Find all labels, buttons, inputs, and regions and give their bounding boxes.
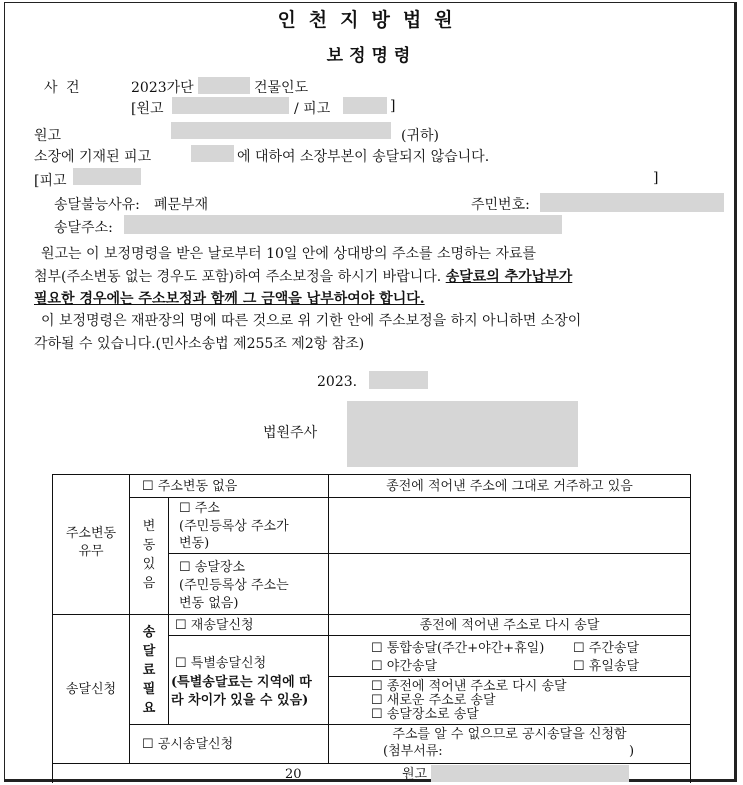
resident-number-label: 주민번호:: [471, 197, 530, 213]
officer-label: 법원주사: [263, 425, 318, 441]
redelivery-checkbox[interactable]: ☐: [175, 618, 187, 633]
delivery-failure-reason: 폐문부재: [154, 197, 209, 213]
day-delivery-checkbox[interactable]: ☐: [573, 641, 585, 656]
new-address-label: 새로운 주소로 송달: [386, 693, 496, 708]
redacted-delivery-address: [124, 215, 562, 234]
case-name: 건물인도: [254, 80, 309, 96]
redacted-defendant-name: [343, 97, 387, 114]
case-number-prefix: 2023가단: [131, 80, 194, 96]
delivery-failure-label: 송달불능사유:: [54, 197, 140, 213]
body-para2-line1: 이 보정명령은 재판장의 명에 따른 것으로 위 기한 안에 주소보정을 하지 아니하면 소장이: [41, 313, 582, 329]
special-delivery-note-1: (특별송달료는 지역에 따: [171, 675, 312, 690]
notice-prefix: 소장에 기재된 피고: [34, 149, 152, 165]
address-option-note-1: (주민등록상 주소가: [179, 519, 289, 534]
holiday-delivery-checkbox[interactable]: ☐: [573, 659, 585, 674]
sign-year-prefix: 20: [285, 767, 302, 782]
public-notice-desc-close: ): [629, 744, 635, 759]
special-delivery-note-2: 라 차이가 있을 수 있음): [171, 693, 309, 708]
document-page: [4, 2, 737, 782]
document-title: 보정명령: [326, 46, 417, 66]
prev-address-checkbox[interactable]: ☐: [371, 679, 383, 694]
order-date-prefix: 2023.: [317, 374, 358, 390]
fee-required-vertical-label: 송 달 료 필 요: [142, 625, 156, 716]
redacted-defendant-block-name: [73, 168, 141, 185]
redacted-resident-number: [540, 193, 724, 212]
night-delivery-label: 야간송달: [386, 659, 438, 674]
redacted-plaintiff-full-name: [171, 122, 391, 139]
body-para1-line2: 첨부(주소변동 없는 경우도 포함)하여 주소보정을 하시기 바랍니다.: [34, 269, 442, 285]
new-address-checkbox[interactable]: ☐: [371, 693, 383, 708]
redelivery-desc: 종전에 적어낸 주소로 다시 송달: [419, 618, 600, 633]
sign-plaintiff-label: 원고: [402, 767, 428, 782]
changed-vertical-label: 변 동 있 음: [142, 519, 156, 591]
case-party-open: [원고: [131, 101, 164, 117]
integrated-delivery-checkbox[interactable]: ☐: [371, 641, 383, 656]
redacted-plaintiff-name: [172, 97, 289, 114]
redelivery-label: 재송달신청: [190, 618, 254, 633]
no-change-checkbox[interactable]: ☐: [142, 479, 154, 494]
defendant-open: [피고: [34, 173, 67, 189]
day-delivery-label: 주간송달: [588, 641, 640, 656]
delivery-place-checkbox[interactable]: ☐: [179, 560, 191, 575]
address-change-group-label-1: 주소변동: [65, 526, 117, 541]
public-notice-desc-2: (첨부서류:: [383, 744, 443, 759]
integrated-delivery-label: 통합송달(주간+야간+휴일): [386, 641, 545, 656]
special-delivery-label: 특별송달신청: [190, 656, 267, 671]
redacted-officer-name-seal: [347, 401, 578, 467]
redacted-notice-defendant: [191, 145, 234, 162]
body-para1-line1: 원고는 이 보정명령을 받은 날로부터 10일 안에 상대방의 주소를 소명하는 자료를: [41, 246, 537, 262]
delivery-request-group-label: 송달신청: [65, 682, 117, 697]
case-defendant-label: / 피고: [294, 101, 331, 117]
court-name: 인천지방법원: [277, 9, 466, 31]
special-delivery-checkbox[interactable]: ☐: [175, 656, 187, 671]
plaintiff-honorific: (귀하): [401, 128, 439, 144]
plaintiff-label: 원고: [34, 128, 62, 144]
delivery-place-address-label: 송달장소로 송달: [386, 707, 479, 722]
defendant-close: ]: [653, 170, 659, 186]
delivery-place-label: 송달장소: [194, 560, 246, 575]
address-option-checkbox[interactable]: ☐: [179, 501, 191, 516]
public-notice-checkbox[interactable]: ☐: [142, 737, 154, 752]
redacted-sign-name: [431, 765, 629, 782]
redacted-order-date: [369, 371, 428, 389]
delivery-place-address-checkbox[interactable]: ☐: [371, 707, 383, 722]
address-option-label: 주소: [194, 501, 220, 516]
address-option-note-2: 변동): [179, 536, 210, 551]
case-label: 사 건: [44, 80, 82, 96]
no-change-desc: 종전에 적어낸 주소에 그대로 거주하고 있음: [386, 479, 633, 494]
body-fee-emphasis-1: 송달료의 추가납부가: [445, 269, 573, 285]
delivery-address-label: 송달주소:: [54, 220, 113, 236]
prev-address-label: 종전에 적어낸 주소로 다시 송달: [386, 679, 567, 694]
redacted-case-number: [198, 77, 250, 94]
public-notice-desc-1: 주소를 알 수 없으므로 공시송달을 신청함: [392, 727, 627, 742]
public-notice-label: 공시송달신청: [157, 737, 234, 752]
no-change-label: 주소변동 없음: [157, 479, 238, 494]
address-change-group-label-2: 유무: [78, 544, 104, 559]
body-para2-line2: 각하될 수 있습니다.(민사소송법 제255조 제2항 참조): [34, 336, 365, 352]
body-fee-emphasis-2: 필요한 경우에는 주소보정과 함께 그 금액을 납부하여야 합니다.: [34, 291, 425, 307]
notice-suffix: 에 대하여 소장부본이 송달되지 않습니다.: [237, 149, 490, 165]
holiday-delivery-label: 휴일송달: [588, 659, 640, 674]
delivery-place-note-2: 변동 없음): [179, 596, 239, 611]
delivery-place-note-1: (주민등록상 주소는: [179, 578, 289, 593]
case-party-close: ]: [390, 98, 396, 114]
night-delivery-checkbox[interactable]: ☐: [371, 659, 383, 674]
